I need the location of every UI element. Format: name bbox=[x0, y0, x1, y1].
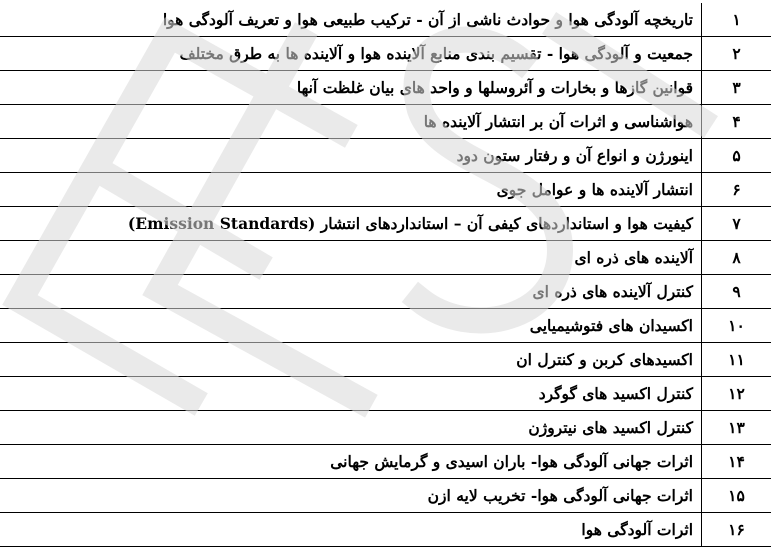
session-topic: اینورژن و انواع آن و رفتار ستون دود bbox=[0, 139, 702, 173]
table-row bbox=[0, 207, 771, 241]
session-topic: اثرات جهانی آلودگی هوا- باران اسیدی و گرمایش جهانی bbox=[0, 445, 702, 479]
session-number: ۱۶ bbox=[702, 513, 771, 547]
session-number: ۴ bbox=[702, 105, 771, 139]
syllabus-table-body bbox=[0, 3, 771, 547]
session-number: ۱۱ bbox=[702, 343, 771, 377]
table-row bbox=[0, 513, 771, 547]
session-topic: تاریخچه آلودگی هوا و حوادث ناشی از آن - ترکیب طبیعی هوا و تعریف آلودگی هوا bbox=[0, 3, 702, 37]
session-topic: قوانین گازها و بخارات و آئروسلها و واحد های بیان غلظت آنها bbox=[0, 71, 702, 105]
session-topic: کنترل اکسید های نیتروژن bbox=[0, 411, 702, 445]
syllabus-table bbox=[0, 3, 771, 547]
session-number: ۲ bbox=[702, 37, 771, 71]
session-number: ۳ bbox=[702, 71, 771, 105]
table-row bbox=[0, 445, 771, 479]
session-topic: اثرات آلودگی هوا bbox=[0, 513, 702, 547]
session-topic: اثرات جهانی آلودگی هوا- تخریب لایه ازن bbox=[0, 479, 702, 513]
session-number: ۹ bbox=[702, 275, 771, 309]
session-topic: هواشناسی و اثرات آن بر انتشار آلاینده ها bbox=[0, 105, 702, 139]
table-row bbox=[0, 479, 771, 513]
session-number: ۱۵ bbox=[702, 479, 771, 513]
table-row bbox=[0, 411, 771, 445]
session-number: ۵ bbox=[702, 139, 771, 173]
session-number: ۶ bbox=[702, 173, 771, 207]
table-row bbox=[0, 139, 771, 173]
table-row bbox=[0, 241, 771, 275]
table-row bbox=[0, 343, 771, 377]
table-row bbox=[0, 173, 771, 207]
session-number: ۱۴ bbox=[702, 445, 771, 479]
table-row bbox=[0, 71, 771, 105]
table-row bbox=[0, 105, 771, 139]
session-number: ۱ bbox=[702, 3, 771, 37]
session-number: ۱۳ bbox=[702, 411, 771, 445]
table-row bbox=[0, 377, 771, 411]
session-topic: اکسیدان های فتوشیمیایی bbox=[0, 309, 702, 343]
session-topic: کنترل آلاینده های ذره ای bbox=[0, 275, 702, 309]
session-topic: اکسیدهای کربن و کنترل ان bbox=[0, 343, 702, 377]
table-row bbox=[0, 37, 771, 71]
table-row bbox=[0, 3, 771, 37]
session-number: ۱۲ bbox=[702, 377, 771, 411]
session-number: ۷ bbox=[702, 207, 771, 241]
session-topic: کیفیت هوا و استانداردهای کیفی آن – استانداردهای انتشار (Emission Standards) bbox=[0, 207, 702, 241]
table-row bbox=[0, 275, 771, 309]
session-topic: آلاینده های ذره ای bbox=[0, 241, 702, 275]
session-number: ۸ bbox=[702, 241, 771, 275]
session-topic: کنترل اکسید های گوگرد bbox=[0, 377, 702, 411]
session-topic: انتشار آلاینده ها و عوامل جوی bbox=[0, 173, 702, 207]
table-row bbox=[0, 309, 771, 343]
session-topic: جمعیت و آلودگی هوا - تقسیم بندی منابع آلاینده هوا و آلاینده ها به طرق مختلف bbox=[0, 37, 702, 71]
session-number: ۱۰ bbox=[702, 309, 771, 343]
